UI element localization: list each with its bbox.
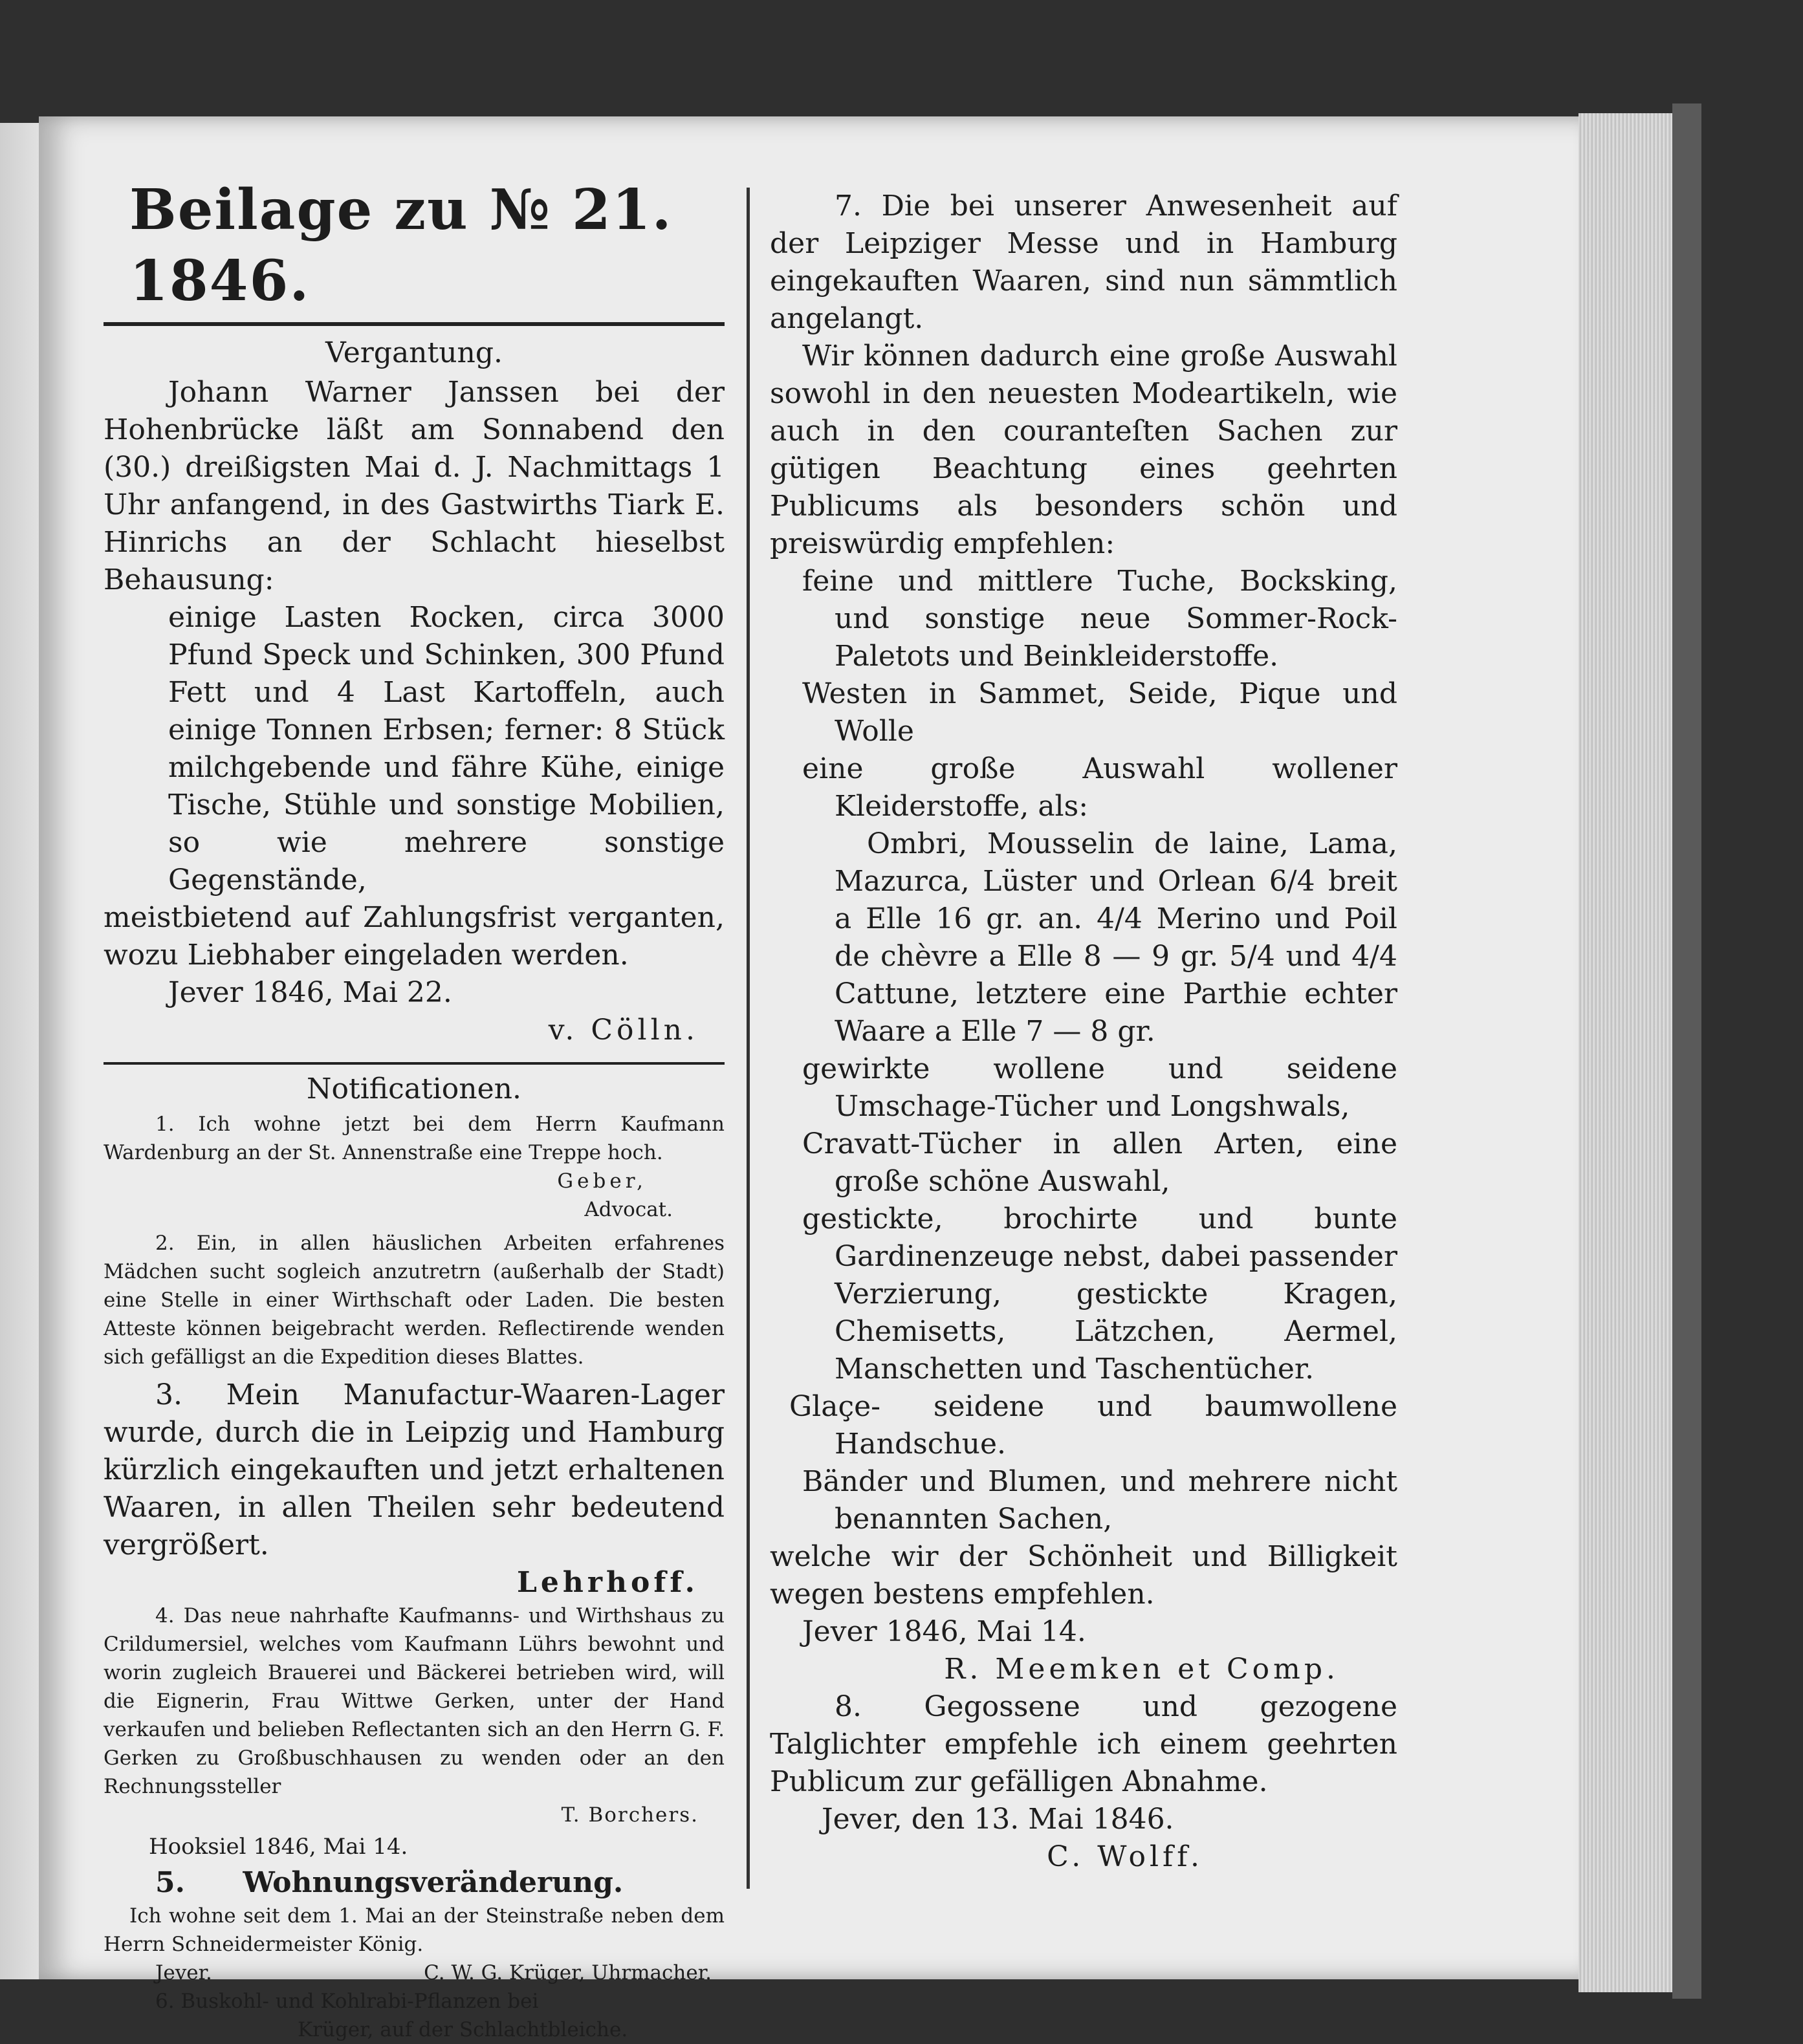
notice-2: 2. Ein, in allen häuslichen Arbeiten erfahrenes Mädchen sucht sogleich anzutretrn (außerhalb der Stadt) eine Stelle in einer Wirthschaft oder Laden. Die besten Atteste können beigebracht werden. Reflectirende wenden sich gefälligst an die Expedition dieses Blattes. <box>104 1232 725 1369</box>
vergantung-signature: v. Cölln. <box>548 1014 699 1047</box>
item-umschlagetuecher: gewirkte wollene und seidene Umschage-Tücher und Longshwals, <box>802 1052 1397 1123</box>
notice-3: 3. Mein Manufactur-Waaren-Lager wurde, durch die in Leipzig und Hamburg kürzlich eingekauften und jetzt erhaltenen Waaren, in allen Theilen sehr bedeutend vergrößert. <box>104 1378 725 1561</box>
vergantung-date: Jever 1846, Mai 22. <box>168 976 452 1009</box>
notice-4-date: Hooksiel 1846, Mai 14. <box>149 1834 408 1860</box>
notice-8-signature: C. Wolff. <box>1047 1840 1203 1873</box>
notice-7-offer: Wir können dadurch eine große Auswahl sowohl in den neuesten Modeartikeln, wie auch in den couranteſten Sachen zur gütigen Beachtung eines geehrten Publicums als besonders schön und preiswürdig empfehlen: <box>770 340 1397 560</box>
section-rule <box>104 1062 725 1065</box>
page-stack-edge <box>1579 113 1676 1992</box>
item-cravatt: Cravatt-Tücher in allen Arten, eine große schöne Auswahl, <box>802 1127 1397 1198</box>
item-tuche: feine und mittlere Tuche, Bocksking, und sonstige neue Sommer-Rock-Paletots und Beinkleiderstoffe. <box>802 565 1397 673</box>
notice-5-place: Jever. <box>155 1961 212 1984</box>
vergantung-intro: Johann Warner Janssen bei der Hohenbrücke läßt am Sonnabend den (30.) dreißigsten Mai d. J. Nachmittags 1 Uhr anfangend, in des Gastwirths Tiark E. Hinrichs an der Schlacht hieselbst Behausung: <box>104 376 725 596</box>
notice-7-signature: R. Meemken et Comp. <box>944 1653 1339 1686</box>
vergantung-items: einige Lasten Rocken, circa 3000 Pfund Speck und Schinken, 300 Pfund Fett und 4 Last Kartoffeln, auch einige Tonnen Erbsen; ferner: 8 Stück milchgebende und fähre Kühe, einige Tische, Stühle und sonstige Mobilien, so wie mehrere sonstige Gegenstände, <box>168 601 725 897</box>
left-column <box>104 175 725 2044</box>
section-heading-notificationen: Notificationen. <box>307 1072 521 1105</box>
notice-7-closing: welche wir der Schönheit und Billigkeit wegen bestens empfehlen. <box>770 1540 1397 1611</box>
notice-5-title: Wohnungsveränderung. <box>243 1866 624 1899</box>
page-title: Beilage zu № 21. 1846. <box>129 177 673 314</box>
notice-6: 6. Buskohl- und Kohlrabi-Pflanzen bei <box>155 1990 539 2013</box>
notice-8: 8. Gegossene und gezogene Talglichter empfehle ich einem geehrten Publicum zur gefälligen Abnahme. <box>770 1690 1397 1798</box>
item-kleiderstoffe-detail: Ombri, Mousselin de laine, Lama, Mazurca, Lüster und Orlean 6/4 breit a Elle 16 gr. an. 4/4 Merino und Poil de chèvre a Elle 8 — 9 gr. 5/4 und 4/4 Cattune, letztere eine Parthie echter Waare a Elle 7 — 8 gr. <box>835 827 1397 1048</box>
notice-5-heading <box>104 1864 725 1902</box>
section-heading-vergantung: Vergantung. <box>325 336 503 369</box>
notice-8-date: Jever, den 13. Mai 1846. <box>822 1803 1174 1836</box>
item-gardinenzeuge: gestickte, brochirte und bunte Gardinenzeuge nebst, dabei passender Verzierung, gestickte Kragen, Chemisetts, Lätzchen, Aermel, Manschetten und Taschentücher. <box>802 1202 1397 1386</box>
item-westen: Westen in Sammet, Seide, Pique und Wolle <box>802 677 1397 748</box>
item-kleiderstoffe: eine große Auswahl wollener Kleiderstoffe, als: <box>802 752 1397 823</box>
right-column <box>770 188 1397 1876</box>
notice-5-signature: C. W. G. Krüger, Uhrmacher. <box>424 1961 712 1984</box>
notice-5-number: 5. <box>155 1866 185 1899</box>
item-baender: Bänder und Blumen, und mehrere nicht benannten Sachen, <box>802 1465 1397 1536</box>
notice-5-footer <box>104 1959 725 1987</box>
notice-1-signature: Geber, <box>557 1169 647 1193</box>
notice-5: Ich wohne seit dem 1. Mai an der Steinstraße neben dem Herrn Schneidermeister König. <box>104 1904 725 1956</box>
notice-7-date: Jever 1846, Mai 14. <box>802 1615 1086 1648</box>
column-divider <box>747 188 750 1889</box>
notice-4-signature: T. Borchers. <box>561 1803 699 1827</box>
item-handschue: Glaçe- seidene und baumwollene Handschue. <box>789 1390 1397 1461</box>
vergantung-closing: meistbietend auf Zahlungsfrist verganten, wozu Liebhaber eingeladen werden. <box>104 901 725 972</box>
notice-6-signature: Krüger, auf der Schlachtbleiche. <box>298 2018 628 2041</box>
notice-1: 1. Ich wohne jetzt bei dem Herrn Kaufmann Wardenburg an der St. Annenstraße eine Treppe hoch. <box>104 1113 725 1164</box>
notice-3-signature: Lehrhoff. <box>516 1566 699 1599</box>
title-rule <box>104 322 725 326</box>
book-cover-edge <box>1672 103 1701 1999</box>
notice-4: 4. Das neue nahrhafte Kaufmanns- und Wirthshaus zu Crildumersiel, welches vom Kaufmann Lührs bewohnt und worin zugleich Brauerei und Bäckerei betrieben wird, will die Eignerin, Frau Wittwe Gerken, unter der Hand verkaufen und belieben Reflectanten sich an den Herrn G. F. Gerken zu Großbuschhausen zu wenden oder an den Rechnungssteller <box>104 1604 725 1798</box>
notice-7: 7. Die bei unserer Anwesenheit auf der Leipziger Messe und in Hamburg eingekauften Waaren, sind nun sämmtlich angelangt. <box>770 190 1397 335</box>
notice-1-role: Advocat. <box>584 1198 673 1221</box>
